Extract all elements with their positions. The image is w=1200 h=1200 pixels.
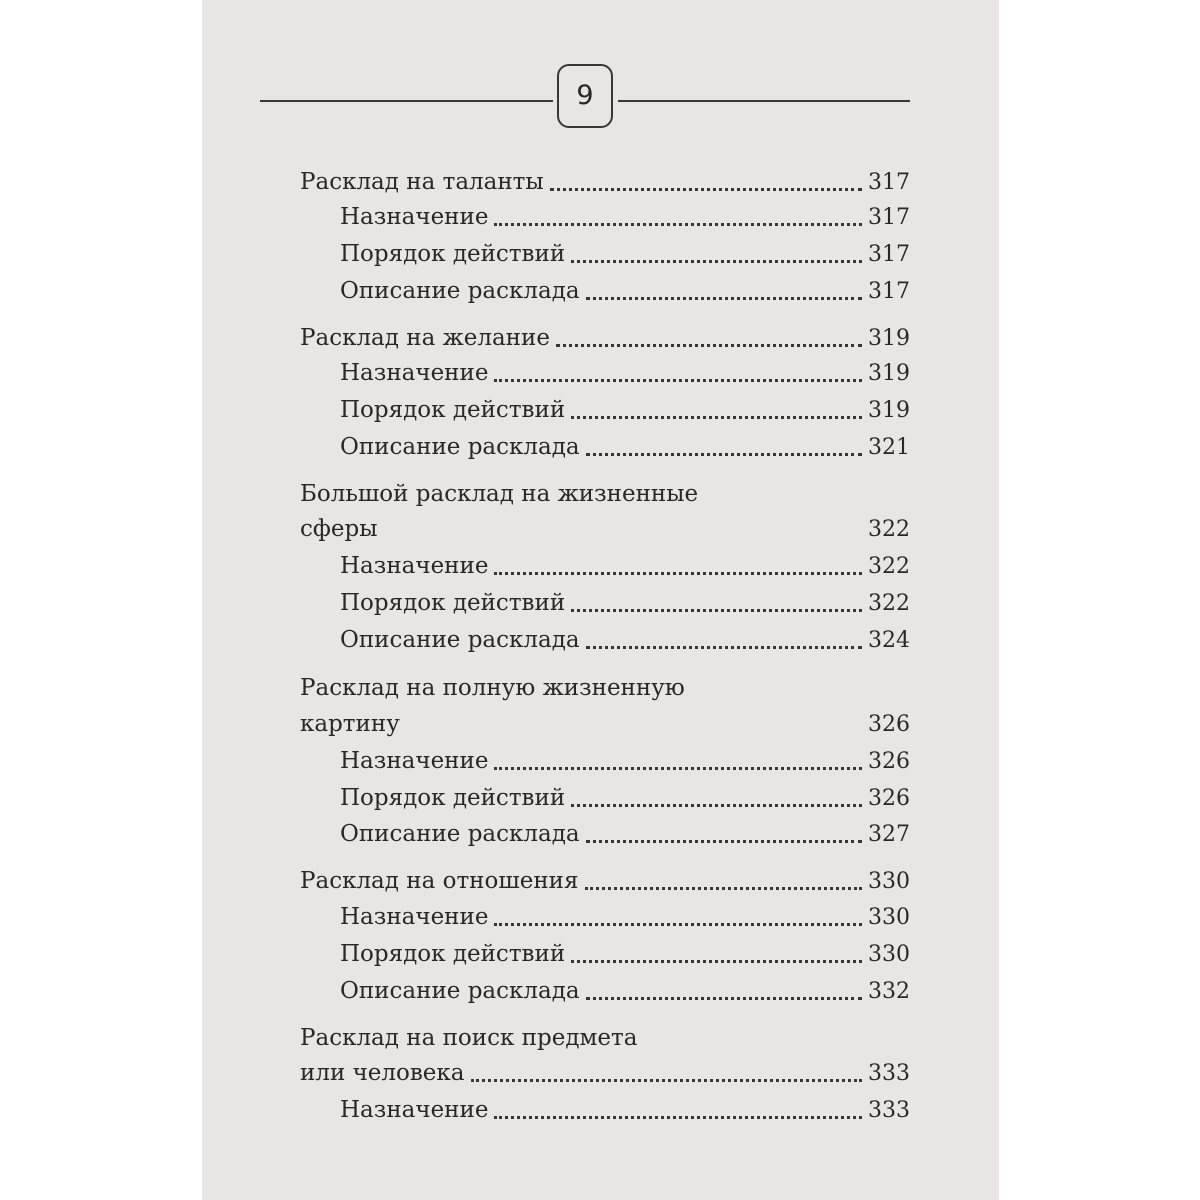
toc-subentry-page: 332 xyxy=(868,979,910,1004)
toc-subentry-title: Описание расклада xyxy=(340,978,580,1004)
toc-subentry-page: 319 xyxy=(868,361,910,386)
toc-subentry[interactable] xyxy=(340,354,910,392)
toc-subentry-title: Описание расклада xyxy=(340,821,580,847)
toc-subentry[interactable] xyxy=(340,198,910,236)
toc-subentry-title: Описание расклада xyxy=(340,278,580,304)
toc-subentry-title: Порядок действий xyxy=(340,941,566,967)
toc-leader-dots xyxy=(586,839,862,843)
toc-leader-dots xyxy=(571,608,862,612)
toc-entry-page: 326 xyxy=(868,712,910,737)
toc-subentry-page: 326 xyxy=(868,749,910,774)
toc-subentry[interactable] xyxy=(340,547,910,585)
toc-leader-dots xyxy=(571,259,862,263)
toc-entry-title: Расклад на желание xyxy=(300,325,550,351)
toc-subentry-title: Порядок действий xyxy=(340,241,566,267)
toc-subentry[interactable] xyxy=(340,584,910,622)
toc-subentry[interactable] xyxy=(340,779,910,817)
toc-entry-title: картину xyxy=(300,711,400,737)
toc-leader-dots xyxy=(494,766,862,770)
toc-subentry-page: 324 xyxy=(868,628,910,653)
toc-leader-dots xyxy=(571,415,862,419)
toc-subentry-title: Описание расклада xyxy=(340,434,580,460)
toc-entry[interactable] xyxy=(300,163,910,201)
toc-subentry-title: Порядок действий xyxy=(340,785,566,811)
toc-entry-title-line1[interactable]: Расклад на поиск предмета xyxy=(300,1025,638,1051)
toc-entry-title: Расклад на отношения xyxy=(300,868,579,894)
toc-leader-dots xyxy=(571,803,862,807)
toc-subentry-title: Назначение xyxy=(340,904,489,930)
toc-entry[interactable] xyxy=(300,510,910,548)
toc-entry[interactable] xyxy=(300,705,910,743)
toc-subentry-page: 326 xyxy=(868,786,910,811)
toc-subentry-title: Описание расклада xyxy=(340,627,580,653)
toc-subentry-page: 322 xyxy=(868,591,910,616)
toc-leader-dots xyxy=(494,378,862,382)
toc-subentry-title: Назначение xyxy=(340,360,489,386)
toc-entry-page: 319 xyxy=(868,326,910,351)
toc-subentry-page: 327 xyxy=(868,822,910,847)
toc-leader-dots xyxy=(586,996,862,1000)
toc-subentry[interactable] xyxy=(340,898,910,936)
toc-subentry[interactable] xyxy=(340,391,910,429)
toc-subentry[interactable] xyxy=(340,428,910,466)
toc-entry-page: 322 xyxy=(868,517,910,542)
toc-subentry-page: 317 xyxy=(868,205,910,230)
toc-leader-dots xyxy=(586,296,862,300)
toc-leader-dots xyxy=(550,187,862,191)
toc-subentry-page: 333 xyxy=(868,1098,910,1123)
toc-subentry-page: 319 xyxy=(868,398,910,423)
toc-subentry[interactable] xyxy=(340,742,910,780)
toc-subentry[interactable] xyxy=(340,815,910,853)
toc-leader-dots xyxy=(471,1078,862,1082)
toc-entry[interactable] xyxy=(300,862,910,900)
toc-subentry-title: Назначение xyxy=(340,553,489,579)
toc-leader-dots xyxy=(494,571,862,575)
toc-entry-page: 317 xyxy=(868,170,910,195)
toc-leader-dots xyxy=(556,343,862,347)
toc-entry-page: 333 xyxy=(868,1061,910,1086)
toc-leader-dots xyxy=(494,922,862,926)
toc-subentry[interactable] xyxy=(340,621,910,659)
toc-subentry[interactable] xyxy=(340,272,910,310)
toc-subentry-page: 330 xyxy=(868,905,910,930)
toc-subentry-page: 317 xyxy=(868,279,910,304)
toc-subentry[interactable] xyxy=(340,1091,910,1129)
toc-subentry-title: Назначение xyxy=(340,204,489,230)
toc-entry[interactable] xyxy=(300,319,910,357)
toc-subentry-title: Назначение xyxy=(340,1097,489,1123)
toc-subentry-page: 321 xyxy=(868,435,910,460)
toc-entry-title: или человека xyxy=(300,1060,465,1086)
toc-leader-dots xyxy=(494,1115,862,1119)
toc-entry-title-line1[interactable]: Большой расклад на жизненные xyxy=(300,481,699,507)
toc-leader-dots xyxy=(586,452,862,456)
toc-subentry-title: Назначение xyxy=(340,748,489,774)
toc-subentry-page: 322 xyxy=(868,554,910,579)
toc-leader-dots xyxy=(494,222,862,226)
toc-subentry-page: 317 xyxy=(868,242,910,267)
toc-leader-dots xyxy=(571,959,862,963)
toc-subentry-page: 330 xyxy=(868,942,910,967)
toc-entry-page: 330 xyxy=(868,869,910,894)
toc-subentry-title: Порядок действий xyxy=(340,590,566,616)
page-number: 9 xyxy=(557,64,613,128)
toc-entry-title: сферы xyxy=(300,516,378,542)
toc-entry[interactable] xyxy=(300,1054,910,1092)
book-page xyxy=(202,0,999,1200)
toc-subentry[interactable] xyxy=(340,235,910,273)
table-of-contents xyxy=(202,0,999,1200)
toc-subentry[interactable] xyxy=(340,935,910,973)
toc-subentry-title: Порядок действий xyxy=(340,397,566,423)
toc-leader-dots xyxy=(585,886,862,890)
toc-subentry[interactable] xyxy=(340,972,910,1010)
toc-entry-title: Расклад на таланты xyxy=(300,169,544,195)
toc-entry-title-line1[interactable]: Расклад на полную жизненную xyxy=(300,675,685,701)
toc-leader-dots xyxy=(586,645,862,649)
